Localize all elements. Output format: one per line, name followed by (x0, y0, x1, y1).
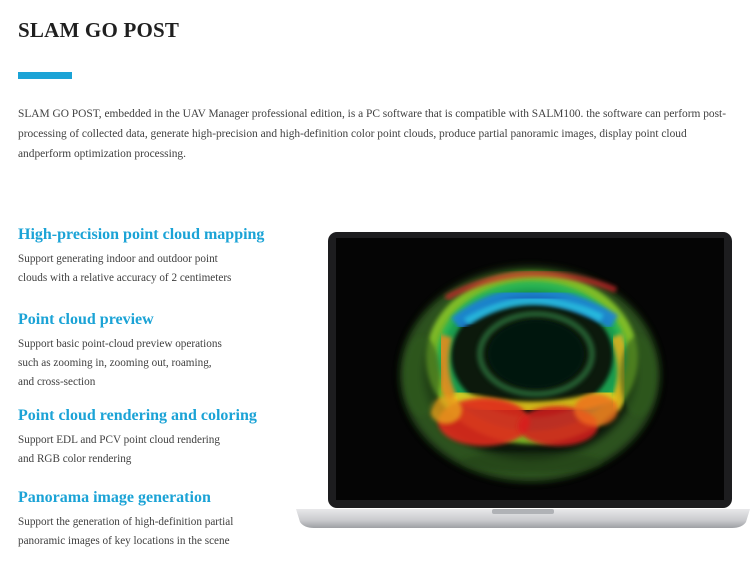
point-cloud-visual (400, 271, 660, 481)
feature-rendering-coloring (18, 407, 308, 469)
title-accent-bar (18, 72, 72, 79)
feature-title: Panorama image generation (18, 489, 211, 506)
laptop-hinge-notch (492, 509, 554, 514)
feature-panorama-generation (18, 489, 308, 551)
feature-description: Support the generation of high-definition partial panoramic images of key locations in the scene (18, 516, 234, 547)
page-title: SLAM GO POST (18, 18, 180, 42)
intro-paragraph: SLAM GO POST, embedded in the UAV Manager professional edition, is a PC software that is compatible with SALM100. the software can perform post-processing of collected data, generate high-precision and high-definition color point clouds, produce partial panoramic images, display point cloud andperform optimization processing. (18, 108, 726, 160)
laptop-point-cloud-icon (296, 226, 750, 531)
feature-description: Support EDL and PCV point cloud rendering and RGB color rendering (18, 434, 220, 465)
feature-point-cloud-mapping (18, 226, 308, 288)
feature-title: Point cloud preview (18, 311, 154, 328)
feature-description: Support basic point-cloud preview operations such as zooming in, zooming out, roaming, and cross-section (18, 338, 222, 388)
feature-title: Point cloud rendering and coloring (18, 407, 257, 424)
feature-title: High-precision point cloud mapping (18, 226, 265, 243)
feature-description: Support generating indoor and outdoor point clouds with a relative accuracy of 2 centimeters (18, 253, 232, 284)
feature-point-cloud-preview (18, 311, 308, 392)
